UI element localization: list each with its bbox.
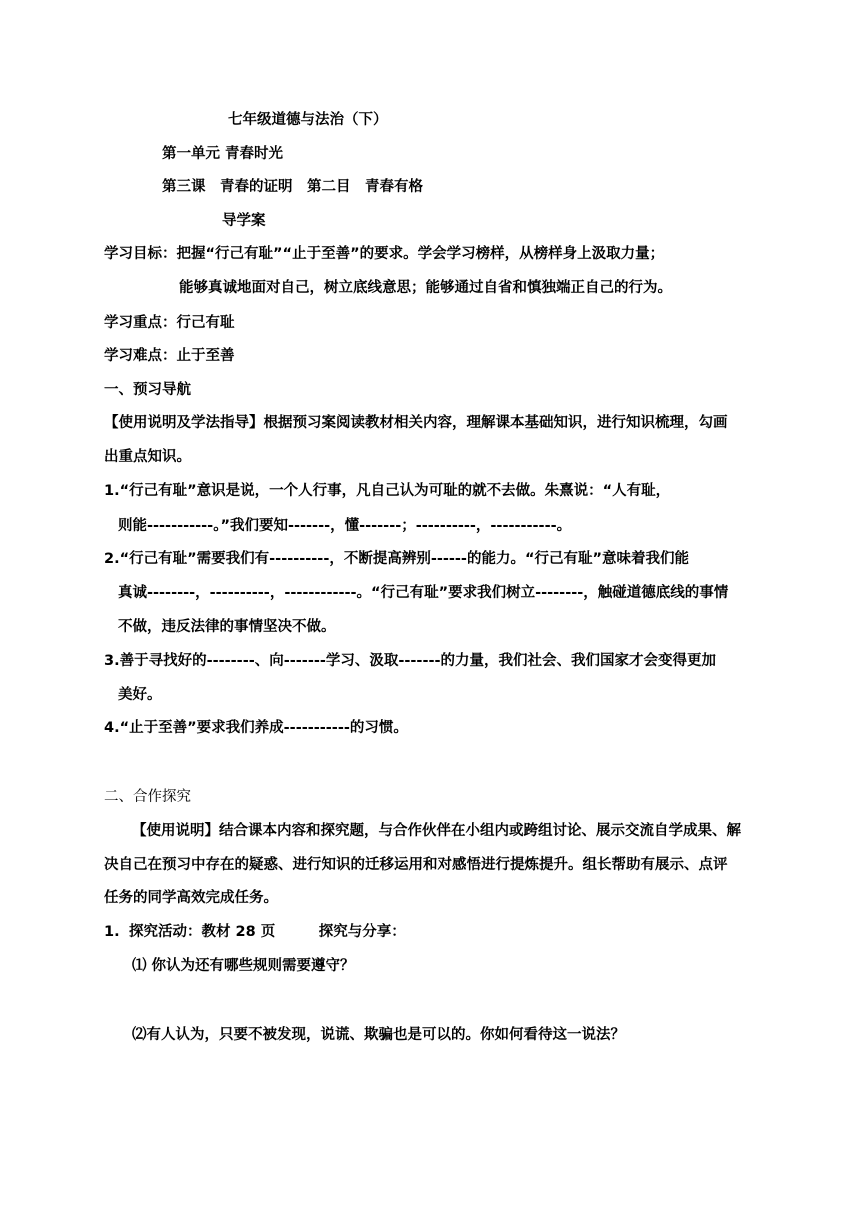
- question-2-line-2: 真诚--------，----------，------------。“行己有耻”要求我们树立--------，触碰道德底线的事情: [118, 585, 729, 601]
- lesson-title: 第三课 青春的证明 第二目 青春有格: [162, 179, 423, 195]
- section2-heading: 二、合作探究: [104, 789, 191, 805]
- section1-heading: 一、预习导航: [104, 382, 191, 398]
- question-1-line-1: 1.“行己有耻”意识是说，一个人行事，凡自己认为可耻的就不去做。朱熹说：“人有耻，: [104, 483, 671, 499]
- key-point: 学习重点：行己有耻: [104, 315, 235, 331]
- sub-question-1: ⑴ 你认为还有哪些规则需要遵守？: [132, 958, 355, 974]
- section2-instruction-line-1: 【使用说明】结合课本内容和探究题，与合作伙伴在小组内或跨组讨论、展示交流自学成果、解: [132, 823, 741, 839]
- question-3-line-1: 3.善于寻找好的--------、向-------学习、汲取-------的力量，我们社会、我们国家才会变得更加: [104, 653, 716, 669]
- question-2-line-1: 2.“行己有耻”需要我们有----------，不断提高辨别------的能力。“行己有耻”意味着我们能: [104, 551, 690, 567]
- doc-type: 导学案: [222, 213, 266, 229]
- question-3-line-2: 美好。: [118, 687, 162, 703]
- sub-question-2: ⑵有人认为，只要不被发现，说谎、欺骗也是可以的。你如何看待这一说法？: [132, 1027, 625, 1043]
- activity-1-number: 1.: [104, 924, 120, 940]
- document-title: 七年级道德与法治（下）: [228, 112, 388, 128]
- section2-instruction-line-2: 决自己在预习中存在的疑惑、进行知识的迁移运用和对感悟进行提炼提升。组长帮助有展示、点评: [104, 857, 728, 873]
- activity-1-text: 探究活动：教材 28 页 探究与分享：: [129, 924, 406, 940]
- question-4-line-1: 4.“止于至善”要求我们养成-----------的习惯。: [104, 720, 408, 736]
- section2-instruction-line-3: 任务的同学高效完成任务。: [104, 890, 278, 906]
- question-2-line-3: 不做，违反法律的事情坚决不做。: [118, 619, 336, 635]
- question-1-line-2: 则能-----------。”我们要知-------，懂-------；----------，-----------。: [118, 518, 572, 534]
- unit-title: 第一单元 青春时光: [162, 146, 284, 162]
- difficult-point: 学习难点：止于至善: [104, 348, 235, 364]
- section1-instruction-line-2: 出重点知识。: [104, 449, 191, 465]
- objectives-line-2: 能够真诚地面对自己，树立底线意思；能够通过自省和慎独端正自己的行为。: [179, 280, 672, 296]
- section1-instruction-line-1: 【使用说明及学法指导】根据预习案阅读教材相关内容，理解课本基础知识，进行知识梳理，勾画: [104, 415, 728, 431]
- objectives-line-1: 学习目标：把握“行己有耻”“止于至善”的要求。学会学习榜样，从榜样身上汲取力量；: [104, 246, 665, 262]
